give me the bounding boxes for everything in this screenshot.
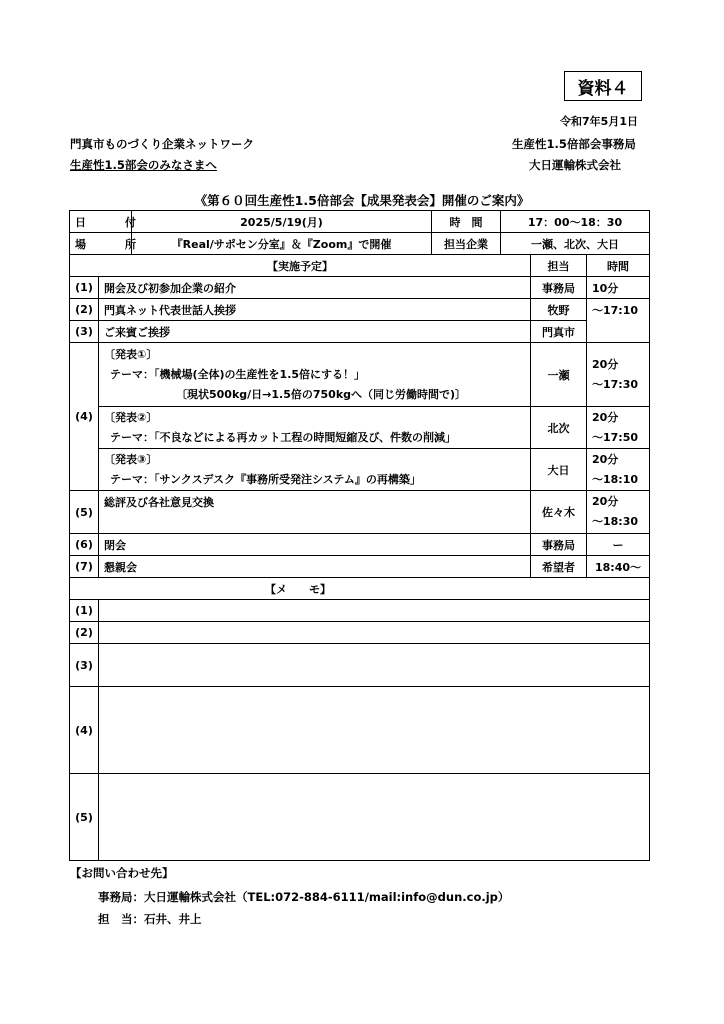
presentation-row-3 xyxy=(70,449,650,491)
memo-header-row xyxy=(70,578,650,600)
issue-date: 令和7年5月1日 xyxy=(560,115,638,128)
presentation-heading: 〔発表①〕 xyxy=(104,347,158,361)
item-number: (4) xyxy=(70,343,99,491)
memo-row xyxy=(70,644,650,687)
sender-company: 大日運輸株式会社 xyxy=(529,158,621,172)
item-content: 閉会 xyxy=(99,534,531,556)
place-value: 『Real/サポセン分室』＆『Zoom』で開催 xyxy=(132,233,432,255)
item-number: (7) xyxy=(70,556,99,578)
company-label: 担当企業 xyxy=(432,233,501,255)
item-person: 希望者 xyxy=(531,556,587,578)
memo-header: 【メ モ】 xyxy=(70,578,650,600)
document-title: 《第６０回生産性1.5倍部会【成果発表会】開催のご案内》 xyxy=(194,193,530,208)
memo-field[interactable] xyxy=(99,687,650,774)
schedule-row xyxy=(70,277,650,299)
memo-number: (1) xyxy=(70,600,99,622)
presentation-theme: テーマ：「サンクスデスク『事務所受発注システム』の再構築」 xyxy=(110,472,421,486)
memo-row xyxy=(70,622,650,644)
time-column-header: 時間 xyxy=(587,255,650,277)
memo-row xyxy=(70,600,650,622)
info-row-place xyxy=(70,233,650,255)
memo-number: (5) xyxy=(70,774,99,861)
item-person: 牧野 xyxy=(531,299,587,321)
end-time: ～17:50 xyxy=(592,430,639,444)
item-content: 総評及び各社意見交換 xyxy=(99,491,531,534)
presenter: 北次 xyxy=(531,407,587,449)
presentation-row-2 xyxy=(70,407,650,449)
schedule-row xyxy=(70,321,650,343)
item-content: 懇親会 xyxy=(99,556,531,578)
duration: 20分 xyxy=(592,495,619,508)
memo-field[interactable] xyxy=(99,600,650,622)
schedule-table xyxy=(69,210,650,861)
item-number: (5) xyxy=(70,491,99,534)
memo-row xyxy=(70,774,650,861)
presentation-theme: テーマ：「不良などによる再カット工程の時間短縮及び、件数の削減」 xyxy=(110,430,456,444)
item-person: 事務局 xyxy=(531,534,587,556)
presentation-detail: 〔現状500kg/日→1.5倍の750kgへ（同じ労働時間で)〕 xyxy=(176,387,467,401)
contact-heading: 【お問い合わせ先】 xyxy=(70,866,174,880)
schedule-row xyxy=(70,299,650,321)
item-time: ～17:10 xyxy=(587,299,650,321)
memo-field[interactable] xyxy=(99,774,650,861)
item-person: 事務局 xyxy=(531,277,587,299)
presentation-heading: 〔発表②〕 xyxy=(104,410,158,424)
presentation-theme: テーマ：「機械場(全体)の生産性を1.5倍にする！」 xyxy=(110,367,366,381)
item-content: ご来賓ご挨拶 xyxy=(99,321,531,343)
memo-number: (2) xyxy=(70,622,99,644)
memo-field[interactable] xyxy=(99,644,650,687)
item-person: 佐々木 xyxy=(531,491,587,534)
sender-office: 生産性1.5倍部会事務局 xyxy=(512,137,636,151)
contact-person: 担 当：石井、井上 xyxy=(98,912,202,926)
item-time xyxy=(587,321,650,343)
duration: 20分 xyxy=(592,410,619,424)
item-time: ー xyxy=(587,534,650,556)
schedule-row xyxy=(70,534,650,556)
item-time: 18:40～ xyxy=(587,556,650,578)
presentation-heading: 〔発表③〕 xyxy=(104,452,158,466)
item-number: (3) xyxy=(70,321,99,343)
item-person: 門真市 xyxy=(531,321,587,343)
presenter: 一瀬 xyxy=(531,343,587,407)
end-time: ～18:10 xyxy=(592,472,639,486)
item-number: (2) xyxy=(70,299,99,321)
item-number: (6) xyxy=(70,534,99,556)
end-time: ～18:30 xyxy=(592,515,639,528)
end-time: ～17:30 xyxy=(592,377,639,391)
item-time: 10分 xyxy=(587,277,650,299)
person-column-header: 担当 xyxy=(531,255,587,277)
document-number-badge: 資料４ xyxy=(564,71,642,101)
item-content: 門真ネット代表世話人挨拶 xyxy=(99,299,531,321)
memo-number: (4) xyxy=(70,687,99,774)
memo-field[interactable] xyxy=(99,622,650,644)
date-label: 日 付 xyxy=(70,211,132,233)
recipient-organization: 門真市ものづくり企業ネットワーク xyxy=(70,137,254,151)
memo-row xyxy=(70,687,650,774)
memo-number: (3) xyxy=(70,644,99,687)
item-content: 開会及び初参加企業の紹介 xyxy=(99,277,531,299)
item-number: (1) xyxy=(70,277,99,299)
presentation-row-1 xyxy=(70,343,650,407)
contact-office: 事務局：大日運輸株式会社（TEL:072-884-6111/mail:info@dun.co.jp） xyxy=(98,890,510,904)
time-label: 時 間 xyxy=(432,211,501,233)
schedule-header-row xyxy=(70,255,650,277)
duration: 20分 xyxy=(592,357,619,371)
info-row-date xyxy=(70,211,650,233)
company-value: 一瀬、北次、大日 xyxy=(501,233,650,255)
schedule-row xyxy=(70,491,650,534)
presenter: 大日 xyxy=(531,449,587,491)
time-value: 17：00～18：30 xyxy=(501,211,650,233)
duration: 20分 xyxy=(592,452,619,466)
schedule-header: 【実施予定】 xyxy=(70,255,531,277)
date-value: 2025/5/19(月) xyxy=(132,211,432,233)
schedule-row xyxy=(70,556,650,578)
place-label: 場 所 xyxy=(70,233,132,255)
recipient-group: 生産性1.5部会のみなさまへ xyxy=(70,158,217,172)
